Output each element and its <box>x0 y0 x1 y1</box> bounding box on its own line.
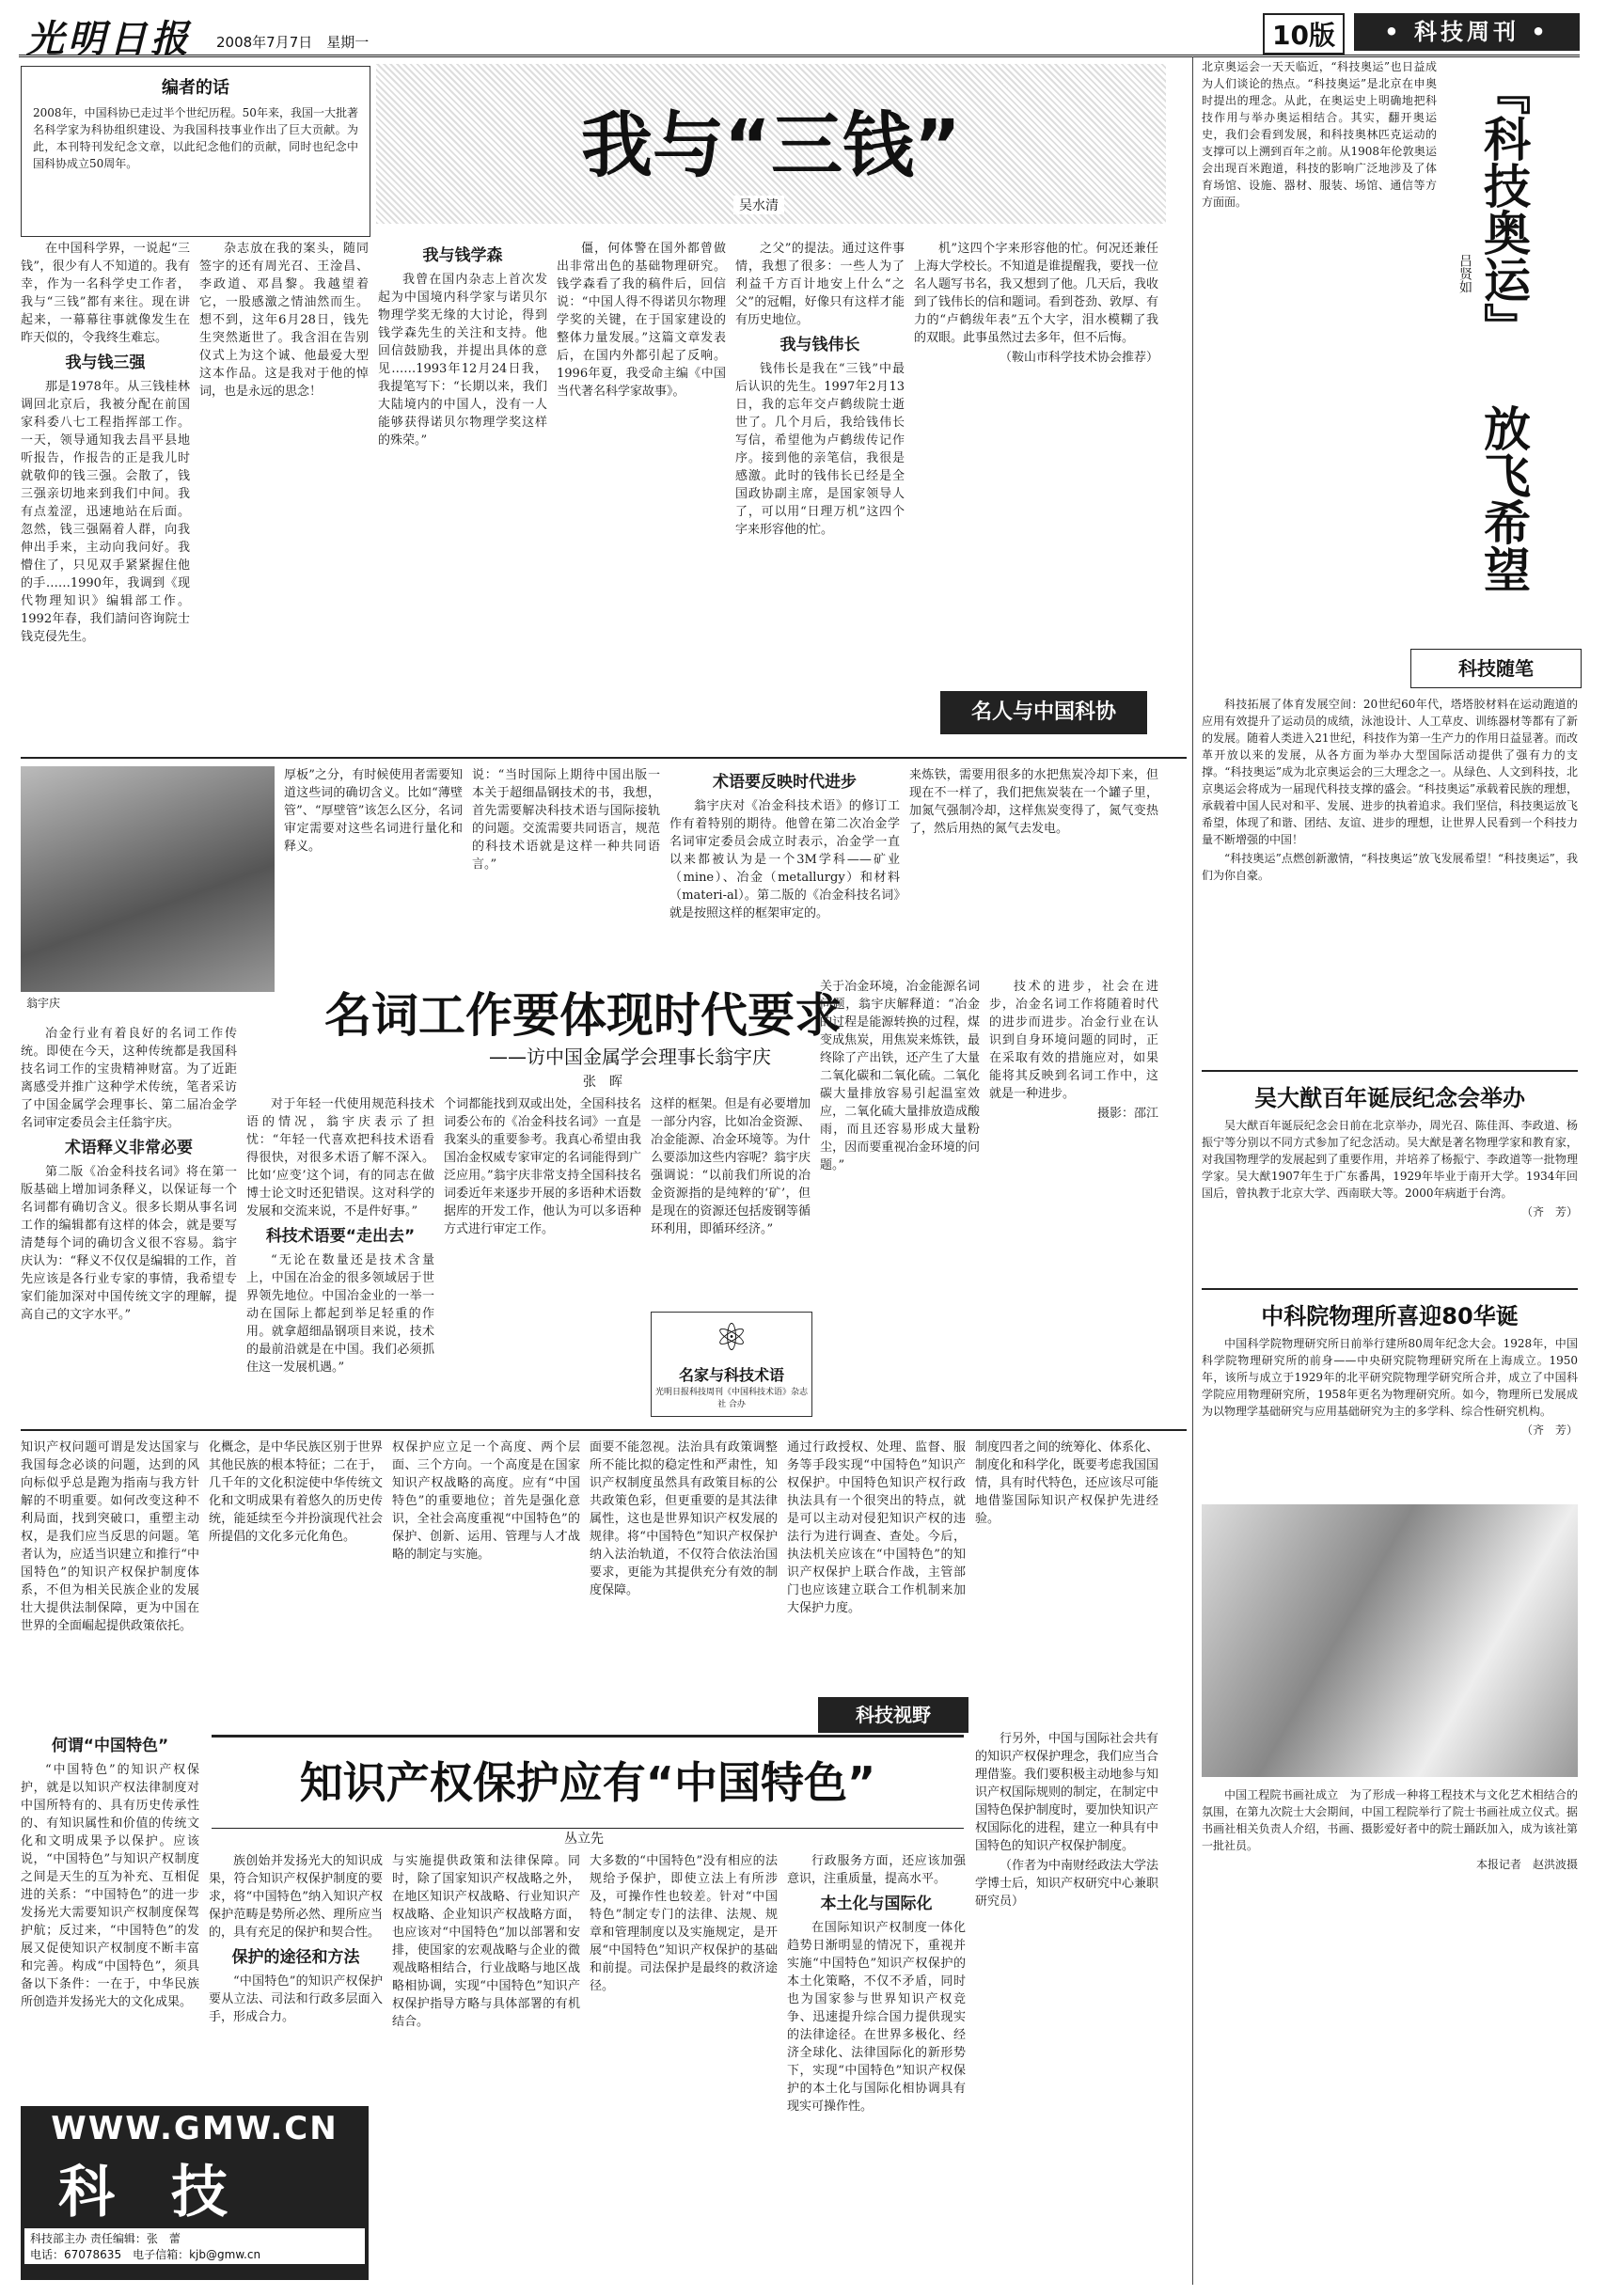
paragraph: 之父”的提法。通过这件事情，我想了很多：一些人为了利益千方百计地安上什么“之父”的冠帽，好像只有这样才能有历史地位。 <box>735 242 905 327</box>
column-tag-sub: 光明日报科技周刊《中国科技术语》杂志社 合办 <box>654 1388 808 1409</box>
right-body <box>1202 696 1578 1062</box>
article3-title-box <box>212 1735 964 1829</box>
article2-left-col <box>21 1025 237 1420</box>
paragraph: 行另外，中国与国际社会共有的知识产权保护理念，我们应当合理借鉴。我们要积极主动地参与知识产权国际规则的制定，在制定中国特色保护制度时，要加快知识产权国际化的进程，建立一种具有中国特色的知识产权保护制度。 <box>975 1732 1158 1853</box>
email-label: 电子信箱：kjb@gmw.cn <box>133 2248 261 2261</box>
site-url: WWW.GMW.CN <box>51 2110 339 2147</box>
divider <box>21 1429 1187 1431</box>
subhead-approaches: 保护的途径和方法 <box>231 1948 360 1967</box>
paragraph: “中国特色”的知识产权保护要从立法、司法和行政多层面入手，形成合力。 <box>209 1974 383 2024</box>
article3-left1 <box>21 1730 199 2097</box>
article1-col1 <box>21 240 190 747</box>
divider <box>21 757 1187 759</box>
footer-block <box>21 2106 369 2280</box>
news2-body <box>1202 1335 1578 1495</box>
subhead-definition: 术语释义非常必要 <box>65 1139 193 1157</box>
subhead-qian-weichang: 我与钱伟长 <box>779 336 860 354</box>
paragraph: 我曾在国内杂志上首次发起为中国境内科学家与诺贝尔物理学奖无缘的大讨论，得到钱学森先生的关注和支持。他回信鼓励我，并提出具体的意见……1993年12月24日我，我提笔写下：“长期以来，我们大陆境内的中国人，没有一人能够获得诺贝尔物理学奖这样的殊荣。” <box>378 273 547 448</box>
article3-top2: 化概念，是中华民族区别于世界其他民族的根本特征；二在于，几千年的文化积淀使中华传统文化和文明成果有着悠久的历史传统，能延续至今并扮演现代社会所提倡的文化多元化角色。 <box>209 1440 383 1544</box>
article2-col-c <box>669 766 900 968</box>
article2-col-d: 来炼铁，需要用很多的水把焦炭冷却下来，但现在不一样了，我们把焦炭装在一个罐子里，加氮气强制冷却，这样焦炭变得了，氮气变热了，然后用热的氮气去发电。 <box>909 768 1158 836</box>
article2-mid-col1 <box>246 1095 434 1420</box>
atom-icon: ⚛ <box>715 1316 748 1360</box>
subhead-qian-xuesen: 我与钱学森 <box>422 246 503 265</box>
news2-title: 中科院物理所喜迎80华诞 <box>1261 1303 1519 1329</box>
editor-label: 科技部主办 责任编辑：张 蕾 <box>30 2232 181 2245</box>
masthead <box>19 8 1580 61</box>
article3-top3: 权保护应立足一个高度、两个层面、三个方向。一个高度是在国家知识产权战略的高度。应有“中国特色”的重要地位；首先是强化意识，全社会高度重视“中国特色”的保护、创新、运用、管理与人才战略的制定与实施。 <box>392 1440 580 1562</box>
news1-source: （齐 芳） <box>1520 1205 1578 1219</box>
subhead-qian-sanqiang: 我与钱三强 <box>65 354 146 372</box>
paragraph: 冶金行业有着良好的名词工作传统。即使在今天，这种传统都是我国科技名词工作的宝贵精神财富。为了近距离感受并推广这种学术传统，笔者采访了中国金属学会理事长、第二届冶金学名词审定委员会主任翁宇庆。 <box>21 1027 237 1130</box>
article3-title: 知识产权保护应有“中国特色” <box>299 1757 876 1808</box>
paragraph: 僵，何体警在国外都曾做出非常出色的基础物理研究。钱学森看了我的稿件后，回信说：“中国人得不得诺贝尔物理学奖的关键，在于国家建设的整体力量发展。”这篇文章发表后，在国内外都引起了反响。1996年夏，我受命主编《中国当代著名科学家故事》。 <box>557 242 726 399</box>
article2-col-b: 说：“当时国际上期待中国出版一本关于超细晶钢技术的书，我想，首先需要解决科技术语与国际接轨的问题。交流需要共同语言，规范的科技术语就是这样一种共同语言。” <box>472 768 660 872</box>
article3-top6: 制度四者之间的统筹化、体系化、制度化和科学化，既要考虑我国国情，具有时代特色，还应该尽可能地借鉴国际知识产权保护先进经验。 <box>975 1440 1158 1526</box>
editor-note-text: 2008年，中国科协已走过半个世纪历程。50年来，我国一大批著名科学家为科协组织建设、为我国科技事业作出了巨大贡献。为此，本刊特刊发纪念文章，以此纪念他们的贡献，同时也纪念中国科协成立50周年。 <box>33 106 358 170</box>
paragraph: 吴大猷百年诞辰纪念会日前在北京举办，周光召、陈佳洱、李政道、杨振宁等分别以不同方式参加了纪念活动。吴大猷是著名物理学家和教育家，对我国物理学的发展起到了重要作用，并培养了杨振宁、李政道等一批物理学家。吴大猷1907年生于广东番禺，1929年毕业于南开大学。1934年回国后，曾执教于北京大学、西南联大等。2000年病逝于台湾。 <box>1202 1119 1578 1200</box>
news1-title: 吴大猷百年诞辰纪念会举办 <box>1254 1085 1525 1111</box>
paragraph: 杂志放在我的案头，随同签字的还有周光召、王淦昌、李政道、邓昌黎。我越望着它，一股感激之情油然而生。想不到，这年6月28日，钱先生突然逝世了。我含泪在告别仪式上为这个诚、他最爱大型这本作品。这是我对于他的悼词，也是永远的思念！ <box>199 242 369 399</box>
paragraph: “中国特色”的知识产权保护，就是以知识产权法律制度对中国所特有的、具有历史传承性的、有知识属性和价值的传统文化和文明成果予以保护。应该说，“中国特色”与知识产权制度之间是天生的互为补充、互相促进的关系：“中国特色”的进一步发扬光大需要知识产权制度保驾护航；反过来，“中国特色”的发展又促使知识产权制度不断丰富和完善。构成“中国特色”，须具备以下条件：一在于，中华民族所创造并发扬光大的文化成果。 <box>21 1763 199 2009</box>
paragraph: 技术的进步，社会在进步，冶金名词工作将随着时代的进步而进步。冶金行业在认识到自身环境问题的同时，正在采取有效的措施应对，如果能将其反映到名词工作中，这就是一种进步。 <box>989 980 1158 1101</box>
article2-mid-col2: 个词都能找到双或出处，全国科技名词委公布的《冶金科技名词》一直是我案头的重要参考。我真心希望由我国冶金权威专家审定的名词能得到广泛应用。”翁宇庆非常支持全国科技名词委近年来逐步开展的多语种术语数据库的开发工作，他认为可以多语种方式进行审定工作。 <box>444 1097 641 1236</box>
article2-col-a: 厚板”之分，有时候使用者需要知道这些词的确切含义。比如“薄壁管”、“厚壁管”该怎么区分，名词审定需要对这些名词进行量化和释义。 <box>284 768 463 854</box>
paragraph: 族创始并发扬光大的知识成果，符合知识产权保护制度的要求，将“中国特色”纳入知识产权保护范畴是势所必然、理所应当的，具有充足的保护和契合性。 <box>209 1854 383 1940</box>
article2-mid-col4: 关于冶金环境，冶金能源名词问题，翁宇庆解释道：“冶金的过程是能源转换的过程，煤变成焦炭，用焦炭来炼铁，最终除了产出铁，还产生了大量二氧化碳和二氧化硫。二氧化碳大量排放容易引起温室效应，二氧化硫大量排放造成酸雨，而且还容易形成大量粉尘，因而要重视冶金环境的问题。” <box>820 980 980 1172</box>
paragraph: 机”这四个字来形容他的忙。何况还兼任上海大学校长。不知道是谁提醒我，要找一位名人题写书名，我又想到了他。几天后，我收到了钱伟长的信和题词。看到苍劲、敦厚、有力的“卢鹤绂年表”五个大字，泪水模糊了我的双眼。此事虽然过去多年，但不后悔。 <box>914 242 1158 345</box>
paragraph: 科技拓展了体育发展空间：20世纪60年代，塔塔胶材料在运动跑道的应用有效提升了运动员的成绩，泳池设计、人工草皮、训练器材等都有了新的发展。随着人类进入21世纪，科技作为第一生产力的作用日益显著。而改革开放以来的发展，从各方面为举办大型国际活动提供了强有力的支撑。“科技奥运”成为北京奥运会的三大理念之一。从绿色、人文到科技，北京奥运会将成为一届现代科技支撑的盛会。“科技奥运”承载着民族的理想，承载着中国人民对和平、发展、进步的执着追求。我们坚信，科技奥运放飞希望，体现了和谐、团结、友谊、进步的理想，让世界人民看到一个科技力量不断增强的中国！ <box>1202 698 1578 846</box>
newspaper-logo: 光明日报 <box>26 17 192 61</box>
column-tag-terminology <box>651 1312 812 1417</box>
article3-top4: 面要不能忽视。法治具有政策调整所不能比拟的稳定性和严肃性，知识产权制度虽然具有政策目标的公共政策色彩，但更重要的是其法律属性，这也是世界知识产权发展的规律。将“中国特色”知识产权保护纳入法治轨道，不仅符合依法治国要求，更能为其提供充分有效的制度保障。 <box>590 1440 778 1597</box>
photo-caption: 翁宇庆 <box>26 997 61 1010</box>
column-divider <box>1192 56 1193 2285</box>
column-tag-essay: 科技随笔 <box>1410 649 1582 688</box>
editor-note <box>21 66 370 237</box>
article1-col3 <box>378 240 547 747</box>
news-photo <box>1202 1504 1578 1777</box>
right-title-b: 放飞希望 <box>1476 404 1531 592</box>
paragraph: 翁宇庆对《冶金科技术语》的修订工作有着特别的期待。他曾在第二次冶金学名词审定委员会成立时表示，冶金学一直以来都被认为是一个3M学科——矿业（mine）、冶金（metallurgy）和材料（materi-al）。第二版的《冶金科技名词》就是按照这样的框架审定的。 <box>669 799 900 920</box>
article1-col6 <box>914 240 1158 682</box>
article3-mid3 <box>787 1852 966 2275</box>
article1-col2 <box>199 240 369 747</box>
paragraph: 钱伟长是我在“三钱”中最后认识的先生。1997年2月13日，我的忘年交卢鹤绂院士逝世了。几个月后，我给钱伟长写信，希望他为卢鹤绂传记作序。接到他的亲笔信，我很是感激。此时的钱伟长已经是全国政协副主席，是国家领导人了，可以用“日理万机”这四个字来形容他的忙。 <box>735 362 905 537</box>
article2-author: 张 晖 <box>583 1075 622 1090</box>
article3-top1: 知识产权问题可谓是发达国家与我国每念必谈的问题，达到的风向标似乎总是跑为指南与我方针解的不明重要。如何改变这种不利局面，找到突破口，重塑主动权，是我们应当反思的问题。笔者认为，应适当识建立和推行“中国特色”的知识产权保护制度体系，不但为相关民族企业的发展壮大提供法制保障，更为中国在世界的全面崛起提供政策依托。 <box>21 1440 199 1633</box>
article3-mid1: 与实施提供政策和法律保障。同时，除了国家知识产权战略之外，在地区知识产权战略、行业知识产权战略、企业知识产权战略方面，也应该对“中国特色”加以部署和安排，使国家的宏观战略与企业的微观战略相结合，行业战略与地区战略相协调，实现“中国特色”知识产权保护指导方略与具体部署的有机结合。 <box>392 1854 580 2029</box>
portrait-photo <box>21 766 275 992</box>
paragraph: 中国工程院书画社成立 为了形成一种将工程技术与文化艺术相结合的氛围，在第九次院士大会期间，中国工程院举行了院士书画社成立仪式。据书画社相关负责人介绍，书画、摄影爱好者中的院士踊跃加入，成为该社第一批社员。 <box>1202 1788 1578 1852</box>
news2-source: （齐 芳） <box>1520 1423 1578 1437</box>
article3-author: 丛立先 <box>564 1832 604 1847</box>
article2-title: 名词工作要体现时代要求 <box>324 988 842 1043</box>
column-tag-famous-people: 名人与中国科协 <box>940 691 1147 734</box>
paragraph: 在中国科学界，一说起“三钱”，很少有人不知道的。我有幸，作为一名科学史工作者，我与“三钱”都有来往。现在讲起来，一幕幕往事就像发生在昨天似的，令我终生难忘。 <box>21 242 190 345</box>
article3-mid2: 大多数的“中国特色”没有相应的法规给予保护，即使立法上有所涉及，可操作性也较差。针对“中国特色”制定专门的法律、法规、规章和管理制度以及实施规定，是开展“中国特色”知识产权保护的基础和前提。司法保护是最终的救济途径。 <box>590 1854 778 1993</box>
paragraph: 第二版《冶金科技名词》将在第一版基础上增加词条释义，以保证每一个名词都有确切含义。很多长期从事名词工作的编辑都有这样的体会，就是要写清楚每个词的确切含义很不容易。翁宇庆认为：“释义不仅仅是编辑的工作，首先应该是各行业专家的事情，我希望专家们能加深对中国传统文字的理解，提高自己的文字水平。” <box>21 1165 237 1322</box>
article3-top5: 通过行政授权、处理、监督、服务等手段实现“中国特色”知识产权保护。中国特色知识产权行政执法具有一个很突出的特点，就是可以主动对侵犯知识产权的违法行为进行调查、查处。今后，执法机关应该在“中国特色”的知识产权保护上联合作战，主管部门也应该建立联合工作机制来加大保护力度。 <box>787 1440 966 1615</box>
photo-credit-right: 本报记者 赵洪波摄 <box>1475 1858 1578 1871</box>
right-intro: 北京奥运会一天天临近，“科技奥运”也日益成为人们谈论的热点。“科技奥运”是北京在申奥时提出的理念。从此，在奥运史上明确地把科技作用与举办奥运相结合。其实，翻开奥运史，我们会看到发展，和科技奥林匹克运动的支撑可以上溯到百年之前。从1908年伦敦奥运会出现百米跑道，科技的影响广泛地涉及了体育场馆、设施、器材、服装、场馆、通信等方方面面。 <box>1202 60 1437 209</box>
photo-caption-block <box>1202 1786 1578 1946</box>
issue-date: 2008年7月7日 星期一 <box>216 34 370 51</box>
subhead-what-is: 何谓“中国特色” <box>51 1737 169 1755</box>
paragraph: 在国际知识产权制度一体化趋势日渐明显的情况下，重视并实施“中国特色”知识产权保护的本土化策略，不仅不矛盾，同时也为国家参与世界知识产权竞争、迅速提升综合国力提供现实的法律途径。在世界多极化、经济全球化、法律国际化的新形势下，实现“中国特色”知识产权保护的本土化与国际化相协调具有现实可操作性。 <box>787 1921 966 2114</box>
article1-col5 <box>735 240 905 747</box>
column-tag-label: 名家与科技术语 <box>678 1366 784 1384</box>
divider <box>1202 1288 1578 1290</box>
subhead-go-out: 科技术语要“走出去” <box>265 1227 416 1246</box>
article3-mid4 <box>975 1730 1158 2228</box>
right-author: 吕贤如 <box>1457 254 1472 293</box>
page-number: 10版 <box>1263 13 1345 55</box>
section-name: 科 技 <box>58 2160 228 2225</box>
article3-left2 <box>209 1852 383 2097</box>
article1-author: 吴水清 <box>733 196 784 214</box>
phone-label: 电话：67078635 <box>30 2248 122 2261</box>
article1-col4 <box>557 240 726 747</box>
editor-note-title: 编者的话 <box>162 78 229 98</box>
article2-mid-col5 <box>989 978 1158 1420</box>
article2-subtitle: ——访中国金属学会理事长翁宇庆 <box>489 1046 771 1068</box>
article3-affiliation: （作者为中南财经政法大学法学博士后，知识产权研究中心兼职研究员） <box>975 1859 1158 1909</box>
subhead-terms-progress: 术语要反映时代进步 <box>713 773 857 792</box>
article1-title: 我与“三钱” <box>581 103 961 187</box>
subhead-localization: 本土化与国际化 <box>820 1895 933 1913</box>
paragraph: 中国科学院物理研究所日前举行建所80周年纪念大会。1928年，中国科学院物理研究所的前身——中央研究院物理研究所在上海成立。1950年，该所与成立于1929年的北平研究院物理学研究所合并，成立了中国科学院应用物理研究所，1958年更名为物理研究所。如今，物理所已发展成为以物理学基础研究与应用基础研究为主的多学科、综合性研究机构。 <box>1202 1337 1578 1418</box>
right-title-a: 『科技奥运』 <box>1476 68 1531 350</box>
paragraph: 行政服务方面，还应该加强意识，注重质量，提高水平。 <box>787 1854 966 1886</box>
section-banner: • 科技周刊 • <box>1354 13 1580 51</box>
paragraph: “无论在数量还是技术含量上，中国在冶金的很多领域居于世界领先地位。中国冶金业的一举一动在国际上都起到举足轻重的作用。就拿超细晶钢项目来说，技术的最前沿就是在中国。我们必须抓住这一发展机遇。” <box>246 1253 434 1375</box>
news1-body <box>1202 1117 1578 1277</box>
photo-credit: 摄影：邵江 <box>1096 1107 1158 1121</box>
paragraph: 对于年轻一代使用规范科技术语的情况，翁宇庆表示了担忧：“年轻一代喜欢把科技术语看得很快，对很多术语了解不深入。比如‘应变’这个词，有的同志在做博士论文时还犯错误。这对科学的发展和交流来说，不是件好事。” <box>246 1097 434 1219</box>
paragraph: 那是1978年。从三钱桂林调回北京后，我被分配在前国家科委八七工程指挥部工作。一天，领导通知我去昌平县地听报告，作报告的正是我儿时就敬仰的钱三强。会散了，钱三强亲切地来到我们中间。我有点羞涩，迅速地站在后面。忽然，钱三强隔着人群，向我伸出手来，主动向我问好。我懵住了，只见双手紧紧握住他的手……1990年，我调到《现代物理知识》编辑部工作。1992年春，我们請问咨询院士钱克侵先生。 <box>21 380 190 644</box>
article1-affiliation: （鞍山市科学技术协会推荐） <box>999 351 1158 365</box>
paragraph: “科技奥运”点燃创新激情，“科技奥运”放飞发展希望！“科技奥运”，我们为你自豪。 <box>1202 852 1578 882</box>
column-tag-science-view: 科技视野 <box>818 1697 968 1733</box>
divider <box>1202 1070 1578 1072</box>
article2-mid-col3: 这样的框架。但是有必要增加一部分内容，比如冶金资源、冶金能源、冶金环境等。为什么要添加这些内容呢？翁宇庆强调说：“以前我们所说的冶金资源指的是纯粹的‘矿’，但是现在的资源还包括废钢等循环利用，即循环经济。” <box>651 1097 811 1236</box>
